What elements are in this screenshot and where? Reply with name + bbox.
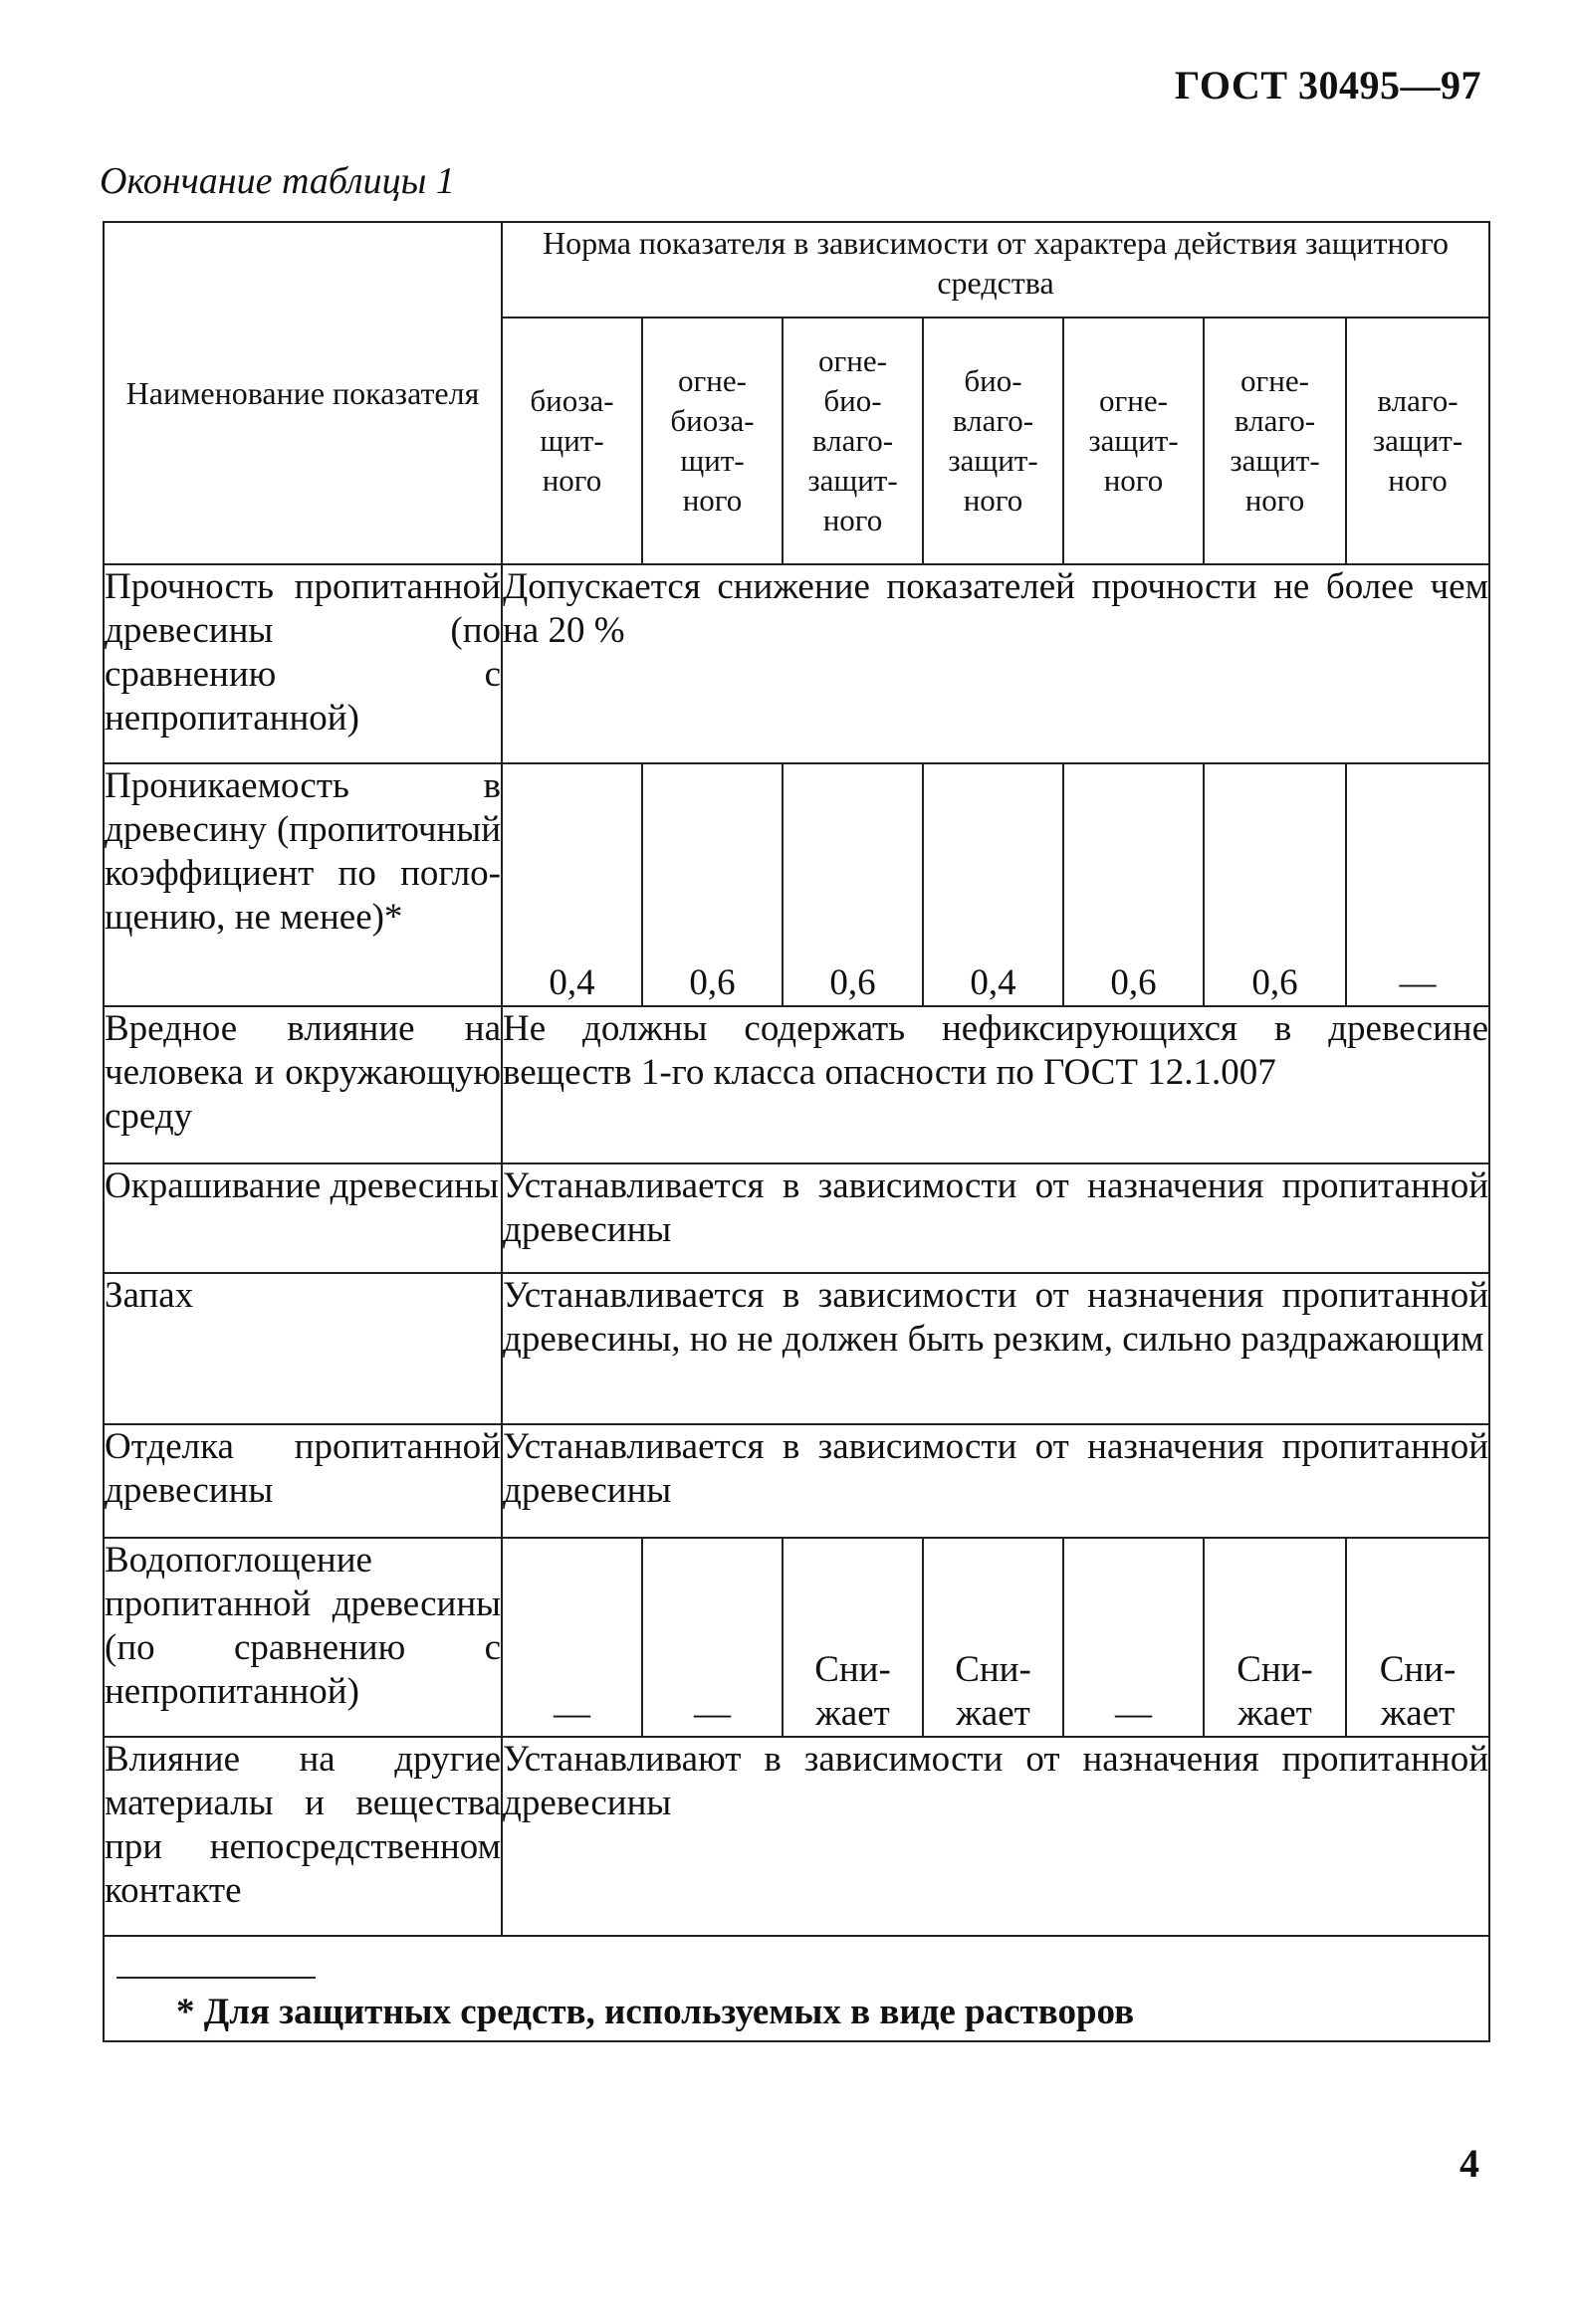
table-row <box>104 1163 1489 1273</box>
row-norm: Допускается снижение показателей прочности не более чем на 20 % <box>502 564 1489 763</box>
table-row <box>104 1424 1489 1538</box>
row-name: Запах <box>104 1273 502 1424</box>
table-row <box>104 564 1489 763</box>
row-value: 0,6 <box>1063 763 1204 1006</box>
norms-table <box>103 221 1490 2042</box>
row-value: Сни- жает <box>1346 1538 1489 1737</box>
column-header: био- влаго- защит- ного <box>923 317 1063 564</box>
row-value: 0,6 <box>783 763 923 1006</box>
row-value: Сни- жает <box>923 1538 1063 1737</box>
table-row <box>104 763 1489 1006</box>
column-header: огне- влаго- защит- ного <box>1204 317 1346 564</box>
footnote-separator <box>116 1977 316 1979</box>
row-value: — <box>502 1538 642 1737</box>
row-value: — <box>1346 763 1489 1006</box>
footnote: * Для защитных средств, используемых в виде растворов <box>176 1992 1135 2032</box>
row-value: — <box>642 1538 783 1737</box>
row-norm: Устанавливается в зависимости от назначения пропитанной древесины <box>502 1163 1489 1273</box>
row-norm: Устанавливается в зависимости от назначения пропитанной древесины, но не должен быть резким, сильно раздражающим <box>502 1273 1489 1424</box>
footnote-cell <box>104 1936 1489 2041</box>
table-row <box>104 1737 1489 1936</box>
document-code: ГОСТ 30495—97 <box>1174 63 1481 107</box>
group-header: Норма показателя в зависимости от характера действия защитного средства <box>502 222 1489 317</box>
row-name: Вредное влияние на человека и окружающую среду <box>104 1006 502 1163</box>
row-name: Влияние на другие материалы и вещества при непосредственном контакте <box>104 1737 502 1936</box>
row-value: Сни- жает <box>1204 1538 1346 1737</box>
row-norm: Не должны содержать нефиксирующихся в древесине веществ 1-го класса опасности по ГОСТ 12.1.007 <box>502 1006 1489 1163</box>
header-row-top <box>104 222 1489 317</box>
column-header: биоза- щит- ного <box>502 317 642 564</box>
name-column-header: Наименование показателя <box>104 222 502 564</box>
row-name: Прочность пропитанной древесины (по сравнению с непропитанной) <box>104 564 502 763</box>
column-header: влаго- защит- ного <box>1346 317 1489 564</box>
row-value: 0,6 <box>1204 763 1346 1006</box>
table-row <box>104 1538 1489 1737</box>
column-header: огне- био- влаго- защит- ного <box>783 317 923 564</box>
row-value: — <box>1063 1538 1204 1737</box>
table-row <box>104 1273 1489 1424</box>
row-value: Сни- жает <box>783 1538 923 1737</box>
row-name: Окрашивание древесины <box>104 1163 502 1273</box>
row-norm: Устанавливают в зависимости от назначения пропитанной древесины <box>502 1737 1489 1936</box>
row-value: 0,4 <box>502 763 642 1006</box>
row-name: Водопоглощение пропитанной древесины (по сравнению с непропитанной) <box>104 1538 502 1737</box>
column-header: огне- биоза- щит- ного <box>642 317 783 564</box>
column-header: огне- защит- ного <box>1063 317 1204 564</box>
page-number: 4 <box>1460 2141 1479 2186</box>
footnote-row <box>104 1936 1489 2041</box>
table-caption: Окончание таблицы 1 <box>100 160 455 202</box>
row-name: Проникаемость в древесину (пропиточный коэффициент по поглощению, не менее)* <box>104 763 502 1006</box>
row-norm: Устанавливается в зависимости от назначения пропитанной древесины <box>502 1424 1489 1538</box>
row-value: 0,6 <box>642 763 783 1006</box>
row-name: Отделка пропитанной древесины <box>104 1424 502 1538</box>
row-value: 0,4 <box>923 763 1063 1006</box>
table-row <box>104 1006 1489 1163</box>
